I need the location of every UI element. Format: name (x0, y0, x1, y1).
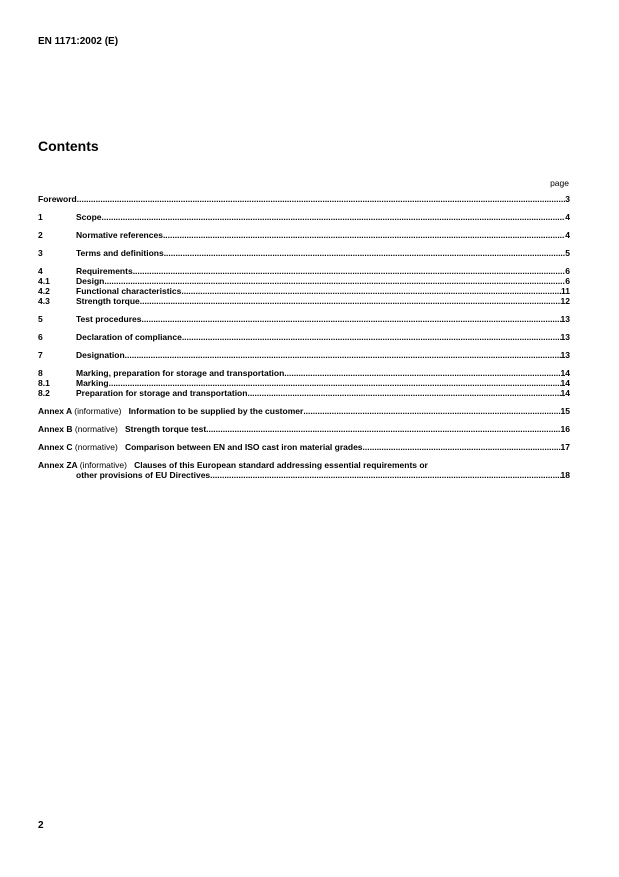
dot-leader (102, 212, 566, 222)
toc-entry-page: 14 (560, 388, 570, 398)
toc-entry-scope[interactable] (38, 212, 570, 222)
toc-entry-number: 3 (38, 248, 43, 258)
toc-entry-page: 13 (560, 350, 570, 360)
toc-entry-annex-za-line2[interactable] (38, 470, 570, 480)
toc-entry-page: 6 (565, 276, 570, 286)
toc-entry-test-procedures[interactable] (38, 314, 570, 324)
toc-entry-number: 4 (38, 266, 43, 276)
toc-entry-declaration-of-compliance[interactable] (38, 332, 570, 342)
toc-entry-title: Foreword (38, 194, 77, 204)
contents-heading: Contents (38, 138, 99, 154)
toc-entry-number: 8.2 (38, 388, 50, 398)
dot-leader (247, 388, 560, 398)
dot-leader (210, 470, 560, 480)
dot-leader (181, 286, 561, 296)
toc-entry-title (38, 460, 428, 470)
toc-entry-functional-characteristics[interactable] (38, 286, 570, 296)
toc-entry-title (38, 442, 363, 452)
toc-entry-requirements[interactable] (38, 266, 570, 276)
annex-kind: (normative) (74, 442, 118, 452)
dot-leader (303, 406, 560, 416)
annex-label: Annex ZA (38, 460, 78, 470)
toc-entry-number: 5 (38, 314, 43, 324)
toc-entry-foreword[interactable] (38, 194, 570, 204)
dot-leader (133, 266, 566, 276)
toc-entry-title: Strength torque (76, 296, 140, 306)
toc-entry-terms-definitions[interactable] (38, 248, 570, 258)
toc-entry-annex-za-line1[interactable] (38, 460, 570, 470)
toc-entry-marking-storage-transport[interactable] (38, 368, 570, 378)
toc-entry-number: 4.2 (38, 286, 50, 296)
annex-title: Information to be supplied by the customer (128, 406, 304, 416)
toc-entry-page: 4 (565, 230, 570, 240)
annex-title: Strength torque test (124, 424, 207, 434)
annex-title: Clauses of this European standard addressing essential requirements or (134, 460, 428, 470)
toc-entry-annex-c[interactable] (38, 442, 570, 452)
toc-entry-title: Requirements (76, 266, 133, 276)
toc-entry-preparation-storage-transport[interactable] (38, 388, 570, 398)
toc-entry-page: 13 (560, 314, 570, 324)
toc-entry-number: 6 (38, 332, 43, 342)
toc-entry-strength-torque[interactable] (38, 296, 570, 306)
toc-entry-title: Terms and definitions (76, 248, 164, 258)
toc-entry-designation[interactable] (38, 350, 570, 360)
dot-leader (104, 276, 565, 286)
annex-label: Annex C (38, 442, 73, 452)
toc-entry-title: Preparation for storage and transportation (76, 388, 248, 398)
dot-leader (363, 442, 561, 452)
annex-label: Annex B (38, 424, 73, 434)
page-number: 2 (38, 820, 44, 831)
toc-entry-page: 16 (560, 424, 570, 434)
toc-entry-page: 6 (565, 266, 570, 276)
toc-entry-title: Marking, preparation for storage and transportation (76, 368, 285, 378)
dot-leader (284, 368, 560, 378)
toc-entry-page: 18 (560, 470, 570, 480)
toc-entry-design[interactable] (38, 276, 570, 286)
annex-title-continuation: other provisions of EU Directives (76, 470, 211, 480)
annex-kind: (informative) (79, 460, 127, 470)
toc-entry-title: Test procedures (76, 314, 142, 324)
toc-entry-annex-b[interactable] (38, 424, 570, 434)
toc-entry-title: Designation (76, 350, 125, 360)
toc-entry-title: Functional characteristics (76, 286, 182, 296)
toc-entry-number: 4.1 (38, 276, 50, 286)
dot-leader (164, 248, 566, 258)
toc-entry-title: Normative references (76, 230, 163, 240)
toc-entry-page: 14 (560, 368, 570, 378)
dot-leader (109, 378, 561, 388)
annex-title: Comparison between EN and ISO cast iron material grades (124, 442, 363, 452)
toc-entry-page: 4 (565, 212, 570, 222)
annex-kind: (normative) (74, 424, 118, 434)
toc-entry-number: 8 (38, 368, 43, 378)
dot-leader (125, 350, 561, 360)
toc-entry-page: 14 (560, 378, 570, 388)
table-of-contents (38, 194, 570, 480)
dot-leader (182, 332, 561, 342)
document-id-header: EN 1171:2002 (E) (38, 36, 119, 47)
dot-leader (77, 194, 566, 204)
toc-entry-page: 11 (561, 286, 570, 296)
toc-entry-page: 13 (560, 332, 570, 342)
toc-entry-title (38, 424, 206, 434)
dot-leader (142, 314, 561, 324)
dot-leader (206, 424, 560, 434)
toc-entry-page: 15 (560, 406, 570, 416)
dot-leader (140, 296, 561, 306)
toc-entry-page: 3 (565, 194, 570, 204)
toc-entry-number: 4.3 (38, 296, 50, 306)
page-column-label: page (550, 178, 569, 188)
toc-entry-title: Design (76, 276, 105, 286)
toc-entry-number: 1 (38, 212, 43, 222)
toc-entry-title: Scope (76, 212, 102, 222)
toc-entry-page: 5 (565, 248, 570, 258)
toc-entry-title: Declaration of compliance (76, 332, 182, 342)
toc-entry-page: 17 (560, 442, 570, 452)
dot-leader (163, 230, 565, 240)
annex-label: Annex A (38, 406, 72, 416)
toc-entry-number: 8.1 (38, 378, 50, 388)
toc-entry-marking[interactable] (38, 378, 570, 388)
toc-entry-title: Marking (76, 378, 109, 388)
toc-entry-number: 7 (38, 350, 43, 360)
toc-entry-title (38, 406, 303, 416)
toc-entry-page: 12 (560, 296, 570, 306)
toc-entry-annex-a[interactable] (38, 406, 570, 416)
toc-entry-normative-references[interactable] (38, 230, 570, 240)
toc-entry-number: 2 (38, 230, 43, 240)
annex-kind: (informative) (74, 406, 122, 416)
